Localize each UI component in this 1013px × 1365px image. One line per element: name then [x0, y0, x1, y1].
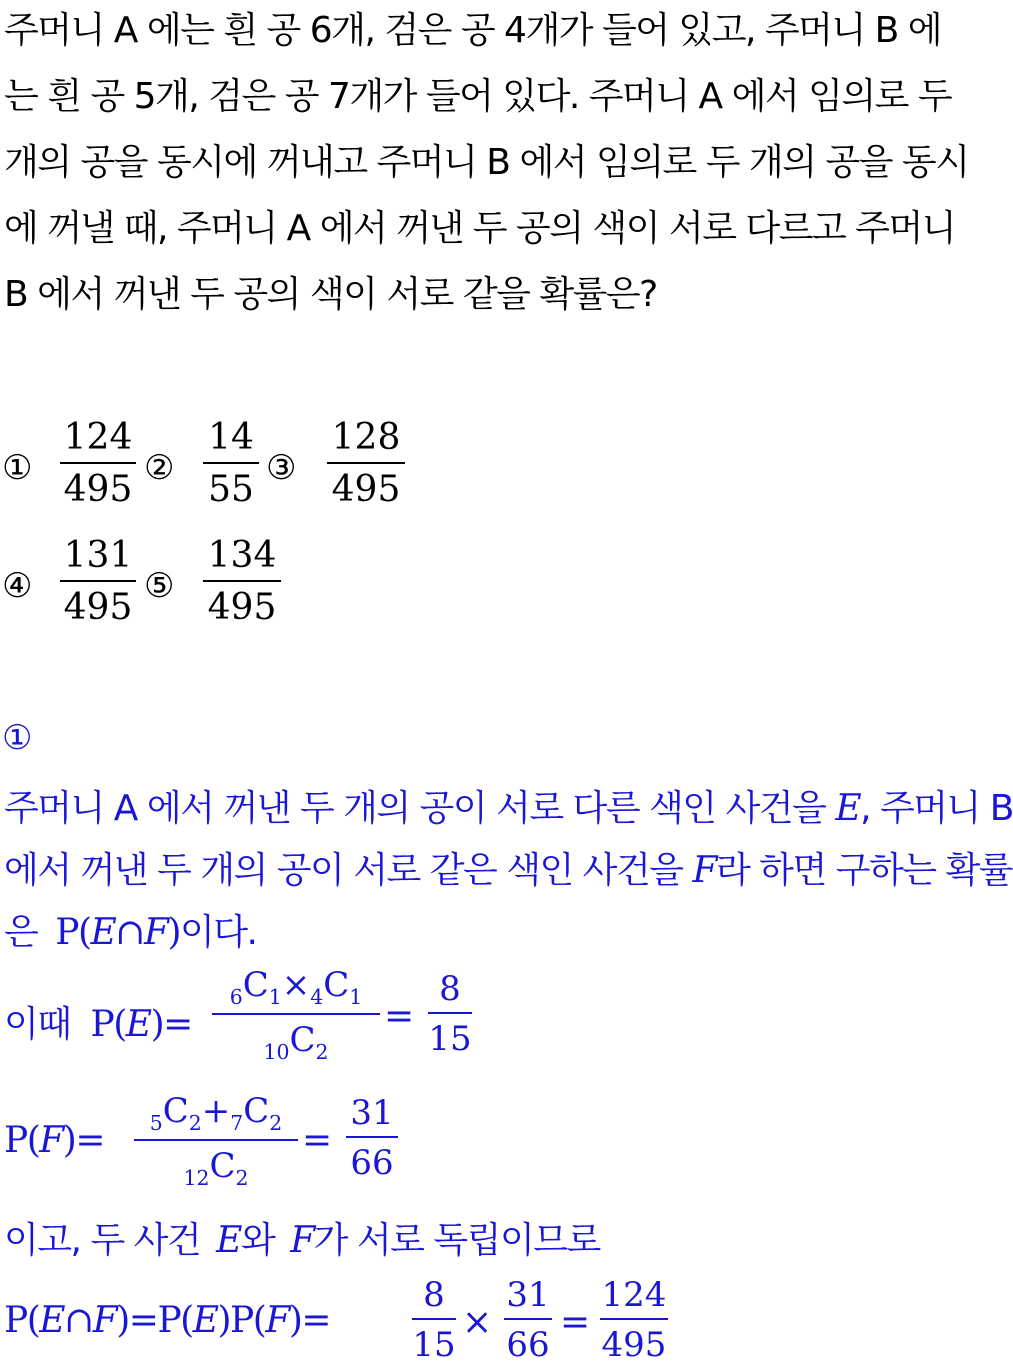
fraction-bar [327, 462, 405, 464]
prob-symbol: P [4, 1120, 27, 1161]
final-equation-left: P(E∩F)=P(E)P(F)= [4, 1300, 331, 1341]
event-e: E [125, 1004, 151, 1045]
equals-sign: = [302, 1120, 333, 1161]
solution-text: 이때 [4, 1004, 71, 1045]
equals-sign: = [560, 1302, 591, 1343]
solution-text: 이고, 두 사건 [4, 1220, 201, 1261]
prob-symbol: P [90, 1004, 114, 1045]
intersection-symbol: ∩ [115, 912, 144, 953]
choice-2-numerator: 14 [208, 417, 254, 458]
fraction-bar [134, 1139, 298, 1141]
choice-4-numerator: 131 [63, 535, 133, 576]
equals-sign: = [163, 1004, 192, 1045]
event-e: E [835, 788, 861, 829]
pe-equation-left: 이때 P(E)= [4, 1004, 192, 1045]
equals-sign: = [384, 996, 415, 1037]
final-result-fraction [600, 1275, 668, 1365]
fraction-bar [203, 462, 259, 464]
choice-2-denominator: 55 [208, 469, 254, 510]
choice-4-denominator: 495 [63, 587, 133, 628]
fraction-bar [428, 1012, 472, 1014]
question-line-5: B 에서 꺼낸 두 공의 색이 서로 같을 확률은? [4, 274, 657, 315]
question-line-1: 주머니 A 에는 흰 공 6개, 검은 공 4개가 들어 있고, 주머니 B 에 [4, 10, 942, 51]
fraction-bar [60, 580, 136, 582]
final-fraction-2 [504, 1275, 552, 1365]
pf-combination-numerator: $_5C_2+_7C_2$ [149, 1091, 283, 1135]
solution-text: 가 서로 독립이므로 [313, 1220, 600, 1261]
final-numerator-2: 31 [506, 1275, 550, 1315]
pf-combination-fraction [134, 1091, 298, 1190]
question-line-3: 개의 공을 동시에 꺼내고 주머니 B 에서 임의로 두 개의 공을 동시 [4, 142, 969, 183]
pf-combination-denominator: $_{12}C_2$ [183, 1146, 249, 1190]
solution-text: 와 [240, 1220, 275, 1261]
independence-line [4, 1212, 600, 1263]
answer-marker: ① [2, 718, 33, 758]
final-result-numerator: 124 [601, 1275, 667, 1315]
solution-line-3: 은 P(E∩F)이다. [4, 912, 257, 953]
choice-1-fraction[interactable] [60, 417, 136, 510]
event-f: F [143, 912, 168, 953]
times-sign: × [462, 1302, 493, 1343]
solution-line-1 [4, 780, 1013, 831]
choice-1-numerator: 124 [63, 417, 133, 458]
solution-text: 에서 꺼낸 두 개의 공이 서로 같은 색인 사건을 [4, 850, 683, 891]
solution-text: 은 [4, 912, 38, 953]
fraction-bar [600, 1318, 668, 1320]
pf-result-fraction [346, 1093, 398, 1183]
pf-equation-left: P(F)= [4, 1120, 104, 1161]
fraction-bar [412, 1318, 456, 1320]
question-line-2: 는 흰 공 5개, 검은 공 7개가 들어 있다. 주머니 A 에서 임의로 두 [4, 76, 952, 117]
solution-text: , 주머니 B [860, 788, 1013, 829]
final-fraction-1 [412, 1275, 456, 1365]
fraction-bar [346, 1136, 398, 1138]
solution-text: 주머니 A 에서 꺼낸 두 개의 공이 서로 다른 색인 사건을 [4, 788, 826, 829]
pe-combination-fraction [212, 965, 380, 1064]
fraction-bar [212, 1013, 380, 1015]
event-e: E [216, 1220, 241, 1261]
pe-combination-numerator: $_6C_1\times_4C_1$ [229, 965, 363, 1009]
choice-1-denominator: 495 [63, 469, 133, 510]
choice-5-fraction[interactable] [203, 535, 281, 628]
question-line-4: 에 꺼낼 때, 주머니 A 에서 꺼낸 두 공의 색이 서로 다르고 주머니 [4, 208, 956, 249]
pe-numerator: 8 [439, 969, 461, 1009]
pf-denominator: 66 [350, 1143, 394, 1183]
solution-text: 이다. [180, 912, 257, 953]
pf-numerator: 31 [350, 1093, 394, 1133]
choice-2-marker[interactable]: ② [144, 448, 175, 488]
choice-3-denominator: 495 [331, 469, 401, 510]
fraction-bar [203, 580, 281, 582]
event-e: E [90, 912, 116, 953]
pe-combination-denominator: $_{10}C_2$ [263, 1020, 329, 1064]
choice-3-fraction[interactable] [327, 417, 405, 510]
fraction-bar [504, 1318, 552, 1320]
choice-5-marker[interactable]: ⑤ [144, 566, 175, 606]
final-numerator-1: 8 [423, 1275, 445, 1315]
event-f: F [290, 1220, 314, 1261]
choice-1-marker[interactable]: ① [2, 448, 33, 488]
choice-4-fraction[interactable] [60, 535, 136, 628]
solution-text: 라 하면 구하는 확률 [715, 850, 1012, 891]
choice-5-denominator: 495 [207, 587, 277, 628]
prob-symbol: P [55, 912, 78, 953]
pe-denominator: 15 [428, 1019, 472, 1059]
final-result-denominator: 495 [601, 1325, 667, 1365]
solution-line-2 [4, 842, 1012, 893]
pe-result-fraction [428, 969, 472, 1059]
choice-2-fraction[interactable] [203, 417, 259, 510]
fraction-bar [60, 462, 136, 464]
choice-5-numerator: 134 [207, 535, 277, 576]
choice-3-marker[interactable]: ③ [266, 448, 297, 488]
final-denominator-1: 15 [412, 1325, 456, 1365]
choice-4-marker[interactable]: ④ [2, 566, 33, 606]
choice-3-numerator: 128 [331, 417, 401, 458]
event-f: F [692, 850, 716, 891]
equals-sign: = [75, 1120, 104, 1161]
final-denominator-2: 66 [506, 1325, 550, 1365]
event-f: F [39, 1120, 63, 1161]
